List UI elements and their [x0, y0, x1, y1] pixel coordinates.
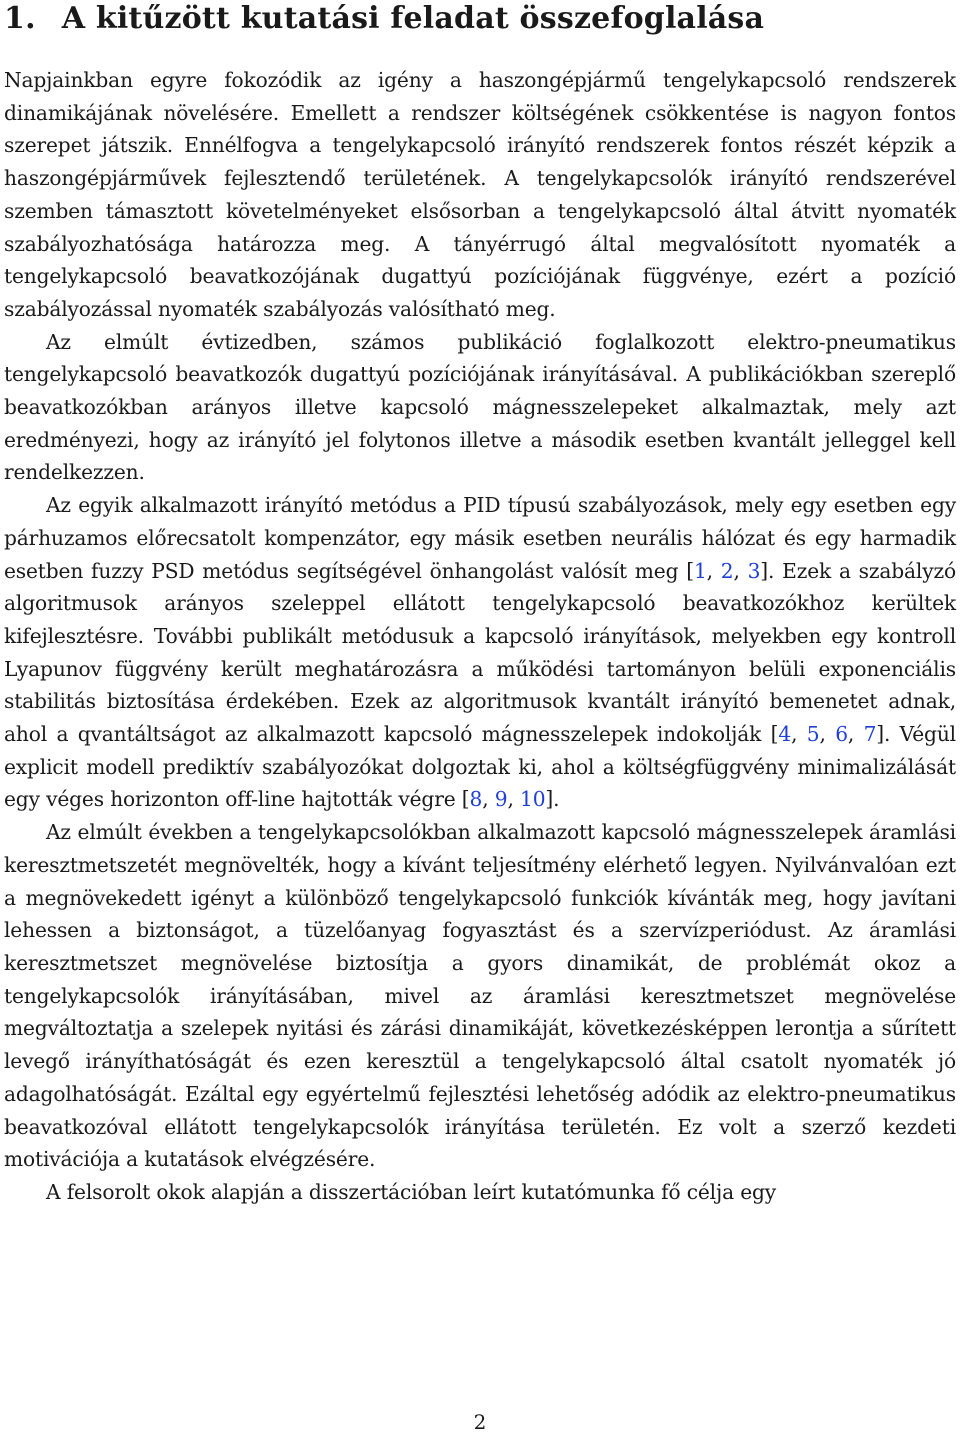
citation-separator: ,: [733, 558, 748, 583]
paragraph-1: Napjainkban egyre fokozódik az igény a haszongépjármű tengelykapcsoló rendszerek dinamikájának növelésére. Emellett a rendszer költségének csökkentése is nagyon fontos szerepet játszik. Ennélfogva a tengelykapcsoló irányító rendszerek fontos részét képzik a haszongépjárművek fejlesztendő területének. A tengelykapcsolók irányító rendszerével szemben támasztott követelményeket elsősorban a tengelykapcsoló által átvitt nyomaték szabályozhatósága határozza meg. A tányérrugó által megvalósított nyomaték a tengelykapcsoló beavatkozójának dugattyú pozíciójának függvénye, ezért a pozíció szabályozással nyomaték szabályozás valósítható meg.: [4, 68, 956, 321]
paragraph-3-text: Az egyik alkalmazott irányító metódus a PID típusú szabályozások, mely egy esetben egy párhuzamos előrecsatolt kompenzátor, egy másik esetben neurális hálózat és egy harmadik esetben fuzzy PSD metódus segítségével önhangolást valósít meg [: [4, 493, 956, 583]
citation-link[interactable]: 8: [469, 787, 483, 812]
body-text: [4, 64, 956, 1209]
citation-link[interactable]: 10: [520, 787, 546, 812]
citation-link[interactable]: 9: [494, 787, 508, 812]
paragraph-3-text: ].: [545, 787, 560, 812]
citation-separator: ,: [819, 722, 836, 747]
paragraph-3: [4, 489, 956, 816]
citation-link[interactable]: 5: [806, 722, 820, 747]
citation-link[interactable]: 2: [720, 558, 734, 583]
citation-separator: ,: [706, 558, 721, 583]
citation-separator: ,: [847, 722, 864, 747]
section-number: 1.: [4, 1, 36, 36]
citation-separator: ,: [482, 787, 495, 812]
citation-separator: ,: [507, 787, 520, 812]
page-number: 2: [473, 1410, 487, 1434]
citation-link[interactable]: 4: [778, 722, 792, 747]
paragraph-4: Az elmúlt években a tengelykapcsolókban alkalmazott kapcsoló mágnesszelepek áramlási keresztmetszetét megnövelték, hogy a kívánt teljesítmény elérhető legyen. Nyilvánvalóan ezt a megnövekedett igényt a különböző tengelykapcsoló funkciók kívánták meg, hogy javítani lehessen a biztonságot, a tüzelőanyag fogyasztást és a szervízperiódust. Az áramlási keresztmetszet megnövelése biztosítja a gyors dinamikát, de problémát okoz a tengelykapcsolók irányításában, mivel az áramlási keresztmetszet megnövelése megváltoztatja a szelepek nyitási és zárási dinamikáját, következésképpen lerontja a sűrített levegő irányíthatóságát és ezen keresztül a tengelykapcsoló által csatolt nyomaték jó adagolhatóságát. Ezáltal egy egyértelmű fejlesztési lehetőség adódik az elektro-pneumatikus beavatkozóval ellátott tengelykapcsolók irányítása területén. Ez volt a szerző kezdeti motivációja a kutatások elvégzésére.: [4, 820, 956, 1172]
paragraph-2: Az elmúlt évtizedben, számos publikáció foglalkozott elektro-pneumatikus tengelykapcsoló beavatkozók dugattyú pozíciójának irányításával. A publikációkban szereplő beavatkozókban arányos illetve kapcsoló mágnesszelepeket alkalmaztak, mely azt eredményezi, hogy az irányító jel folytonos illetve a második esetben kvantált jelleggel kell rendelkezzen.: [4, 329, 956, 485]
section-title-text: A kitűzött kutatási feladat összefoglalása: [61, 1, 765, 36]
citation-separator: ,: [791, 722, 807, 747]
paragraph-5: A felsorolt okok alapján a disszertációban leírt kutatómunka fő célja egy: [46, 1179, 777, 1204]
section-heading: [4, 0, 956, 44]
citation-link[interactable]: 3: [747, 558, 761, 583]
paragraph-3-text: ]. Ezek a szabályzó algoritmusok arányos szeleppel ellátott tengelykapcsoló beavatkozókhoz kerültek kifejlesztésre. További publikált metódusuk a kapcsoló irányítások, melyekben egy kontroll Lyapunov függvény került meghatározásra a működési tartományon belüli exponenciális stabilitás biztosítása érdekében. Ezek az algoritmusok kvantált irányító bemenetet adnak, ahol a qvantáltságot az alkalmazott kapcsoló mágnesszelepek indokolják [: [4, 558, 956, 747]
paragraph-3-text: ]. Végül explicit modell prediktív szabályozókat dolgoztak ki, ahol a költségfüggvény minimalizálását egy véges horizonton off-line hajtották végre [: [4, 722, 956, 812]
document-page: [4, 0, 956, 1204]
citation-link[interactable]: 1: [693, 558, 707, 583]
citation-link[interactable]: 7: [863, 722, 877, 747]
citation-link[interactable]: 6: [835, 722, 848, 747]
